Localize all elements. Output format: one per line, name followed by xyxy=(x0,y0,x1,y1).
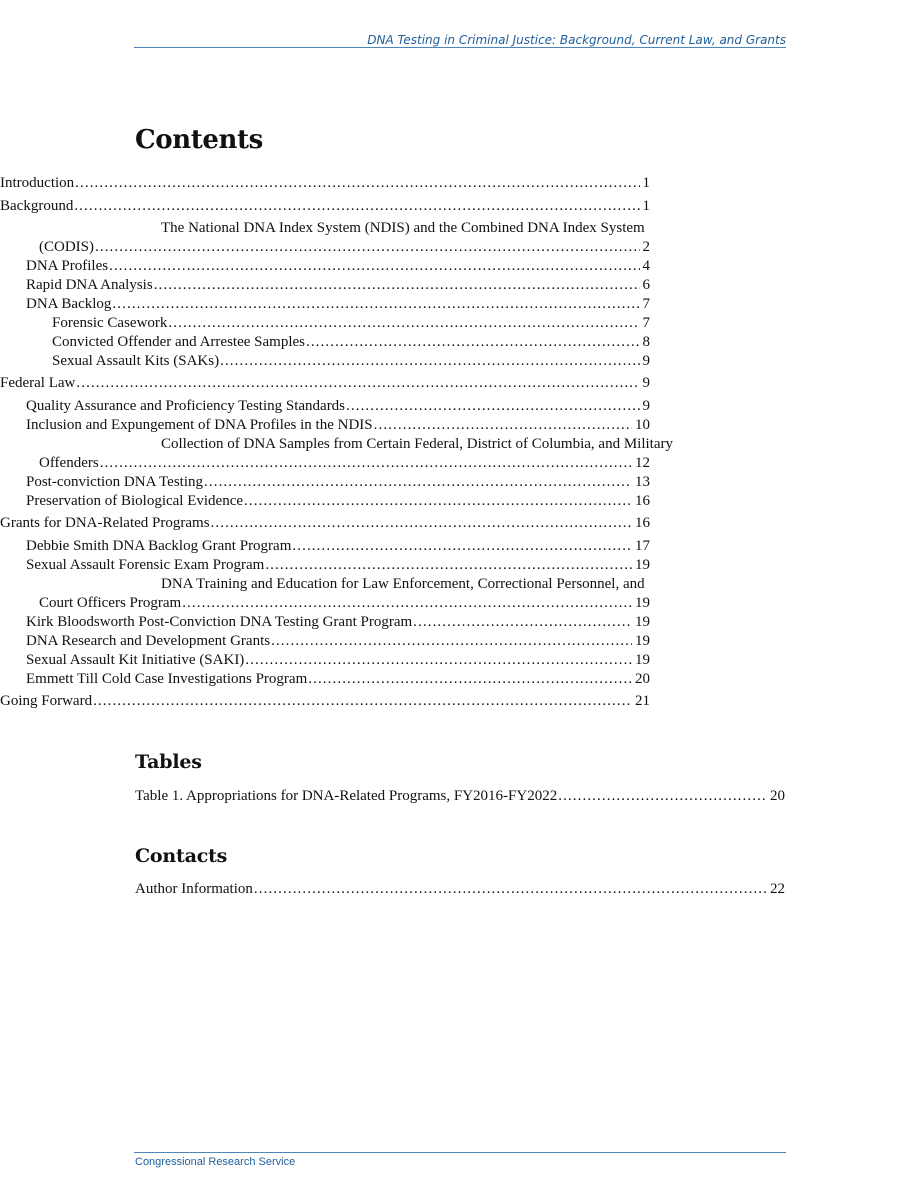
toc-entry-training-line1[interactable]: DNA Training and Education for Law Enforcement, Correctional Personnel, and xyxy=(161,576,645,592)
toc-entry-background[interactable]: Background ..... 1 xyxy=(0,197,650,216)
toc-entry-dna-profiles[interactable]: DNA Profiles ..... 4 xyxy=(26,257,650,276)
toc-entry-federal-law[interactable]: Federal Law ..... 9 xyxy=(0,374,650,393)
toc-entry-introduction[interactable]: Introduction ..... 1 xyxy=(0,174,650,193)
footer-source: Congressional Research Service xyxy=(135,1156,296,1168)
toc-entry-author-information[interactable]: Author Information ..... 22 xyxy=(135,880,785,899)
toc-entry-forensic-casework[interactable]: Forensic Casework ..... 7 xyxy=(52,314,650,333)
toc-entry-collection-line1[interactable]: Collection of DNA Samples from Certain Federal, District of Columbia, and Military xyxy=(161,436,673,452)
toc-entry-emmett-till[interactable]: Emmett Till Cold Case Investigations Program ..... 20 xyxy=(26,670,650,689)
toc-entry-ndis-codis[interactable]: (CODIS) ..... 2 xyxy=(39,238,650,257)
footer-rule xyxy=(134,1152,786,1153)
toc-entry-ndis-line1[interactable]: The National DNA Index System (NDIS) and the Combined DNA Index System xyxy=(161,220,645,236)
toc-entry-going-forward[interactable]: Going Forward ..... 21 xyxy=(0,692,650,711)
contents-heading: Contents xyxy=(135,125,263,155)
toc-entry-rapid-dna[interactable]: Rapid DNA Analysis ..... 6 xyxy=(26,276,650,295)
toc-entry-table-1[interactable]: Table 1. Appropriations for DNA-Related Programs, FY2016-FY2022 ..... 20 xyxy=(135,787,785,806)
toc-entry-saks[interactable]: Sexual Assault Kits (SAKs) ..... 9 xyxy=(52,352,650,371)
toc-entry-convicted-offender[interactable]: Convicted Offender and Arrestee Samples ..... 8 xyxy=(52,333,650,352)
toc-entry-debbie-smith[interactable]: Debbie Smith DNA Backlog Grant Program ..... 17 xyxy=(26,537,650,556)
toc-entry-post-conviction[interactable]: Post-conviction DNA Testing ..... 13 xyxy=(26,473,650,492)
tables-heading: Tables xyxy=(135,751,202,773)
toc-entry-saki[interactable]: Sexual Assault Kit Initiative (SAKI) ..... 19 xyxy=(26,651,650,670)
toc-entry-inclusion-expungement[interactable]: Inclusion and Expungement of DNA Profiles in the NDIS ..... 10 xyxy=(26,416,650,435)
toc-entry-kirk-bloodsworth[interactable]: Kirk Bloodsworth Post-Conviction DNA Testing Grant Program ..... 19 xyxy=(26,613,650,632)
toc-entry-safe-program[interactable]: Sexual Assault Forensic Exam Program ..... 19 xyxy=(26,556,650,575)
contacts-heading: Contacts xyxy=(135,845,228,867)
toc-entry-preservation[interactable]: Preservation of Biological Evidence ..... 16 xyxy=(26,492,650,511)
header-rule xyxy=(134,47,786,48)
toc-entry-training-court-officers[interactable]: Court Officers Program ..... 19 xyxy=(39,594,650,613)
toc-entry-quality-assurance[interactable]: Quality Assurance and Proficiency Testing Standards ..... 9 xyxy=(26,397,650,416)
toc-entry-research-development[interactable]: DNA Research and Development Grants ..... 19 xyxy=(26,632,650,651)
toc-entry-grants[interactable]: Grants for DNA-Related Programs ..... 16 xyxy=(0,514,650,533)
running-header: DNA Testing in Criminal Justice: Background, Current Law, and Grants xyxy=(367,33,786,47)
toc-entry-dna-backlog[interactable]: DNA Backlog ..... 7 xyxy=(26,295,650,314)
toc-entry-collection-offenders[interactable]: Offenders ..... 12 xyxy=(39,454,650,473)
